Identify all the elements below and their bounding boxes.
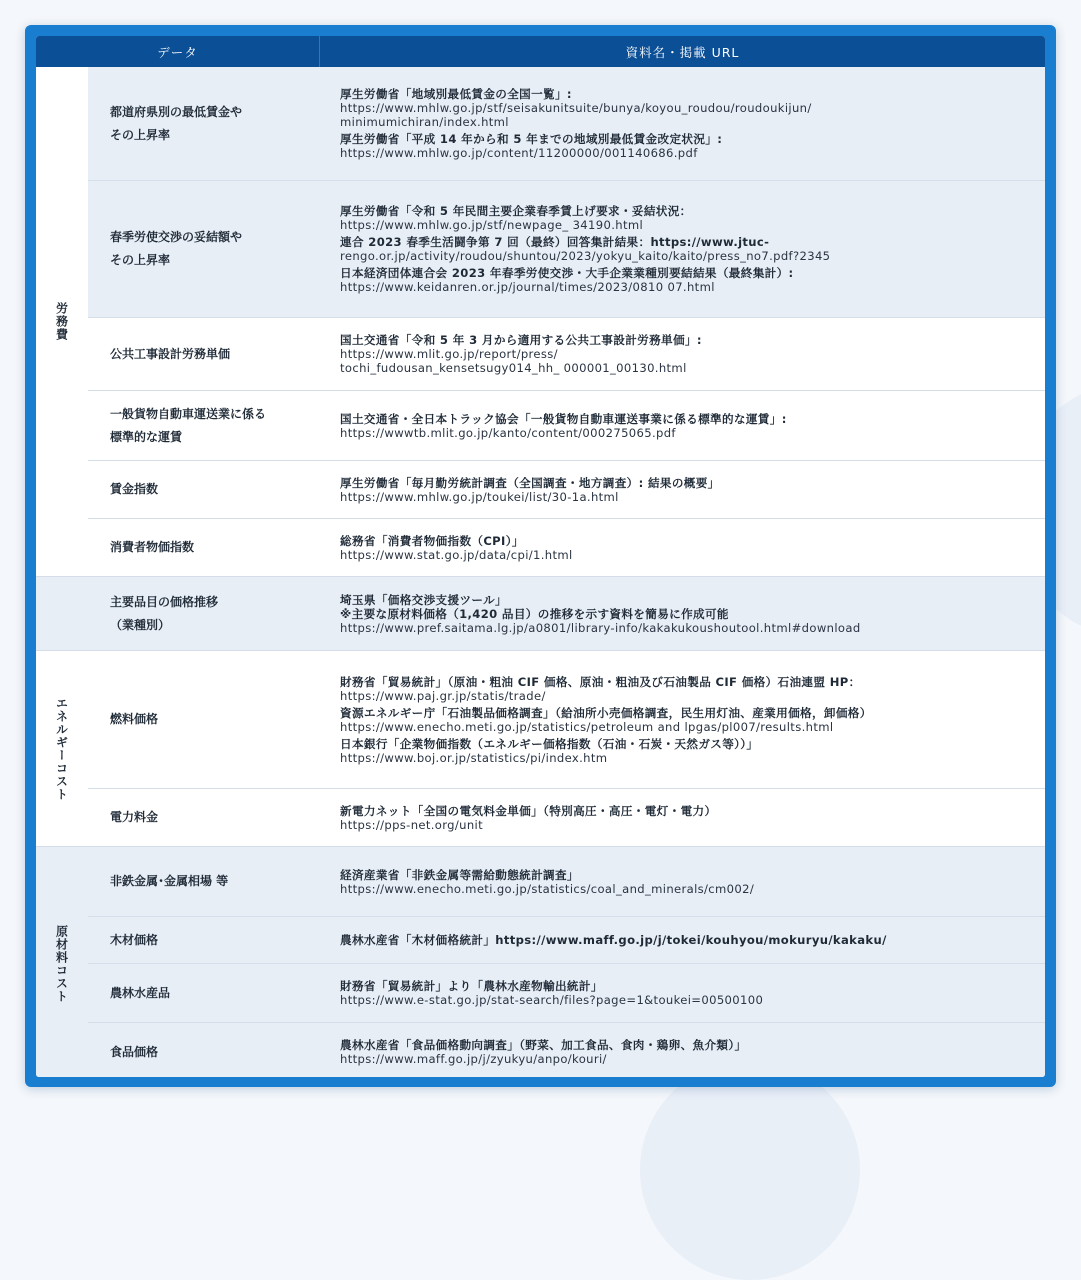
group-label — [36, 577, 88, 650]
row-sources — [319, 847, 1045, 916]
source-title: 日本銀行「企業物価指数（エネルギー価格指数（石油・石炭・天然ガス等））」 — [340, 736, 759, 751]
table-row — [88, 460, 1045, 518]
source-url[interactable]: https://www.keidanren.or.jp/journal/times/2023/0810 07.html — [340, 280, 715, 294]
source-title: 日本経済団体連合会 2023 年春季労使交渉・大手企業業種別要結結果（最終集計）: — [340, 266, 794, 280]
row-category-text — [110, 982, 170, 1005]
table-header — [36, 36, 1045, 67]
row-category — [88, 1023, 319, 1077]
source-entry — [340, 706, 1041, 734]
source-entry — [340, 204, 1041, 232]
row-sources — [319, 1023, 1045, 1077]
row-category — [88, 318, 319, 390]
category-line: 春季労使交渉の妥結額や — [110, 230, 243, 244]
table-row — [88, 651, 1045, 788]
source-entry — [340, 1038, 1041, 1066]
row-category — [88, 917, 319, 963]
source-url[interactable]: https://pps-net.org/unit — [340, 817, 483, 832]
source-url[interactable]: https://www.mhlw.go.jp/toukei/list/30-1a.html — [340, 489, 619, 504]
category-line: 非鉄金属･金属相場 等 — [110, 874, 229, 888]
table-group — [36, 576, 1045, 650]
table-row — [88, 788, 1045, 846]
table-row — [88, 1022, 1045, 1077]
row-category — [88, 577, 319, 650]
row-category — [88, 651, 319, 788]
group-label-text: 原材料コスト — [54, 925, 69, 1003]
row-category — [88, 519, 319, 576]
row-sources — [319, 391, 1045, 460]
row-category-text — [110, 478, 158, 501]
source-url[interactable]: https://wwwtb.mlit.go.jp/kanto/content/000275065.pdf — [340, 425, 676, 440]
row-sources — [319, 651, 1045, 788]
source-url[interactable]: https://www.mhlw.go.jp/stf/newpage_ 34190.html — [340, 218, 644, 232]
row-sources — [319, 519, 1045, 576]
source-entry — [340, 804, 1041, 832]
source-entry — [340, 476, 1041, 504]
row-sources — [319, 577, 1045, 650]
category-line: 消費者物価指数 — [110, 540, 195, 554]
row-category-text — [110, 226, 242, 272]
resource-table — [36, 36, 1045, 1077]
category-line: 主要品目の価格推移 — [110, 594, 219, 609]
table-row — [88, 847, 1045, 916]
category-line: 木材価格 — [110, 932, 159, 947]
group-rows — [88, 67, 1045, 576]
header-source: 資料名・掲載 URL — [625, 44, 740, 60]
category-line: 標準的な運賃 — [110, 429, 183, 444]
table-row — [88, 67, 1045, 180]
row-category — [88, 391, 319, 460]
table-group — [36, 650, 1045, 846]
row-category — [88, 789, 319, 846]
row-category-text — [110, 101, 242, 147]
source-title: 国土交通省「令和 5 年 3 月から適用する公共工事設計労務単価」: — [340, 333, 702, 347]
source-entry — [340, 593, 1041, 635]
category-line: 公共工事設計労務単価 — [110, 346, 231, 361]
background-circle — [640, 1060, 860, 1280]
source-entry — [340, 979, 1041, 1007]
category-line: 一般貨物自動車運送業に係る — [110, 406, 267, 421]
header-data: データ — [36, 36, 320, 67]
source-title: 厚生労働省「令和 5 年民間主要企業春季賃上げ要求・妥結状況： — [340, 204, 692, 218]
source-title: 厚生労働省「平成 14 年から和 5 年までの地域別最低賃金改定状況」: — [340, 132, 723, 146]
table-group — [36, 846, 1045, 1077]
row-category — [88, 964, 319, 1022]
source-title: 厚生労働省「毎月勤労統計調査（全国調査・地方調査）: 結果の概要」 — [340, 475, 720, 490]
source-title: 農林水産省「食品価格動向調査」（野菜、加工食品、食肉・鶏卵、魚介類）」 — [340, 1038, 747, 1052]
source-url[interactable]: https://www.pref.saitama.lg.jp/a0801/library-info/kakakukoushoutool.html#download — [340, 620, 861, 635]
source-url[interactable]: minimumichiran/index.html — [340, 115, 509, 129]
row-category — [88, 181, 319, 317]
row-category — [88, 847, 319, 916]
source-url[interactable]: https://www.mhlw.go.jp/stf/seisakunitsuite/bunya/koyou_roudou/roudoukijun/ — [340, 101, 812, 115]
row-category-text — [110, 806, 158, 829]
row-category-text — [110, 929, 158, 952]
source-title: 新電力ネット「全国の電気料金単価」（特別高圧・高圧・電灯・電力） — [340, 803, 717, 818]
row-sources — [319, 318, 1045, 390]
row-category-text — [110, 870, 228, 893]
source-url[interactable]: https://www.boj.or.jp/statistics/pi/index.htm — [340, 750, 608, 765]
source-entry — [340, 87, 1041, 129]
source-entry — [340, 132, 1041, 160]
row-sources — [319, 964, 1045, 1022]
source-entry — [340, 737, 1041, 765]
source-title: 財務省「貿易統計」（原油・粗油 CIF 価格、原油・粗油及び石油製品 CIF 価格）石油連盟 HP： — [340, 674, 861, 689]
source-title: 農林水産省「木材価格統計」https://www.maff.go.jp/j/tokei/kouhyou/mokuryu/kakaku/ — [340, 933, 887, 947]
source-title: 経済産業省「非鉄金属等需給動態統計調査」 — [340, 867, 579, 882]
row-category-text — [110, 708, 158, 731]
source-title: ※主要な原材料価格（1,420 品目）の推移を示す資料を簡易に作成可能 — [340, 606, 729, 621]
table-row — [88, 963, 1045, 1022]
table-row — [88, 518, 1045, 576]
category-line: その上昇率 — [110, 127, 171, 142]
group-rows — [88, 577, 1045, 650]
category-line: 電力料金 — [110, 810, 159, 824]
source-url[interactable]: https://www.mlit.go.jp/report/press/ — [340, 347, 558, 361]
source-title: 厚生労働省「地域別最低賃金の全国一覧」: — [340, 87, 572, 101]
group-rows — [88, 847, 1045, 1077]
source-url[interactable]: tochi_fudousan_kensetsugy014_hh_ 000001_00130.html — [340, 361, 687, 375]
source-title: 連合 2023 春季生活闘争第 7 回（最終）回答集計結果：https://www.jtuc- — [340, 235, 770, 249]
source-title: 資源エネルギー庁「石油製品価格調査」（給油所小売価格調査，民生用灯油、産業用価格，卸価格） — [340, 705, 872, 720]
table-row — [88, 577, 1045, 650]
source-title: 国土交通省・全日本トラック協会「一般貨物自動車運送事業に係る標準的な運賃」: — [340, 411, 787, 426]
table-row — [88, 916, 1045, 963]
source-entry — [340, 933, 1041, 947]
row-category-text — [110, 343, 230, 366]
source-entry — [340, 868, 1041, 896]
table-row — [88, 180, 1045, 317]
source-entry — [340, 675, 1041, 703]
source-title: 財務省「貿易統計」より「農林水産物輸出統計」 — [340, 979, 603, 993]
source-url[interactable]: https://www.mhlw.go.jp/content/11200000/001140686.pdf — [340, 146, 698, 160]
source-url[interactable]: https://www.e-stat.go.jp/stat-search/files?page=1&toukei=00500100 — [340, 993, 764, 1007]
group-label — [36, 847, 88, 1077]
table-group — [36, 67, 1045, 576]
source-title: 埼玉県「価格交渉支援ツール」 — [340, 592, 507, 607]
category-line: 燃料価格 — [110, 712, 159, 726]
source-entry — [340, 534, 1041, 562]
group-label-text: エネルギーコスト — [54, 696, 69, 801]
source-url[interactable]: https://www.maff.go.jp/j/zyukyu/anpo/kouri/ — [340, 1052, 607, 1066]
source-url[interactable]: https://www.enecho.meti.go.jp/statistics/petroleum and lpgas/pl007/results.html — [340, 719, 834, 734]
source-url[interactable]: https://www.stat.go.jp/data/cpi/1.html — [340, 547, 573, 562]
group-rows — [88, 651, 1045, 846]
row-category-text — [110, 1041, 158, 1064]
source-entry — [340, 266, 1041, 294]
category-line: 都道府県別の最低賃金や — [110, 104, 243, 119]
row-sources — [319, 67, 1045, 180]
category-line: その上昇率 — [110, 253, 171, 267]
row-sources — [319, 181, 1045, 317]
row-category-text — [110, 591, 218, 637]
table-row — [88, 390, 1045, 460]
table-row — [88, 317, 1045, 390]
category-line: （業種別） — [110, 617, 171, 632]
source-url[interactable]: https://www.enecho.meti.go.jp/statistics/coal_and_minerals/cm002/ — [340, 881, 755, 896]
source-entry — [340, 333, 1041, 375]
source-title: 総務省「消費者物価指数（CPI）」 — [340, 533, 524, 548]
group-label — [36, 651, 88, 846]
group-label-text: 労務費 — [54, 302, 69, 341]
source-entry — [340, 235, 1041, 263]
source-url[interactable]: https://www.paj.gr.jp/statis/trade/ — [340, 688, 546, 703]
row-sources — [319, 789, 1045, 846]
source-url[interactable]: rengo.or.jp/activity/roudou/shuntou/2023/yokyu_kaito/kaito/press_no7.pdf?2345 — [340, 249, 831, 263]
group-label — [36, 67, 88, 576]
row-sources — [319, 917, 1045, 963]
row-category-text — [110, 403, 266, 449]
source-entry — [340, 412, 1041, 440]
row-category — [88, 67, 319, 180]
row-sources — [319, 461, 1045, 518]
category-line: 賃金指数 — [110, 482, 159, 496]
table-body — [36, 67, 1045, 1077]
row-category-text — [110, 536, 194, 559]
category-line: 食品価格 — [110, 1044, 159, 1059]
row-category — [88, 461, 319, 518]
category-line: 農林水産品 — [110, 985, 171, 1000]
